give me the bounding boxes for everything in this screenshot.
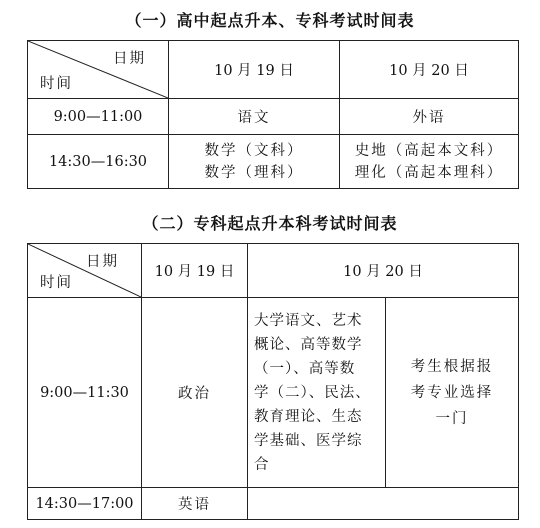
subject-cell: 英语	[142, 488, 248, 520]
table1-col-header-oct20: 10 月 20 日	[340, 41, 519, 99]
note-cell	[386, 298, 519, 488]
subject-line: 史地（高起本文科）	[354, 142, 504, 159]
exam-schedule-table-1	[27, 40, 519, 189]
subject-line: 教育理论、生态	[254, 408, 363, 425]
table2-col-header-oct19: 10 月 19 日	[142, 244, 248, 298]
subject-cell	[169, 135, 340, 189]
table1-col-header-oct19: 10 月 19 日	[169, 41, 340, 99]
note-line: 一门	[435, 410, 469, 427]
subject-line: 数学（文科）	[204, 142, 304, 159]
table-row	[28, 135, 519, 189]
subject-cell: 外语	[340, 99, 519, 135]
subject-line: （一）、高等数	[254, 360, 356, 377]
table2-title: （二）专科起点升本科考试时间表	[142, 214, 398, 233]
subject-line: 理化（高起本理科）	[354, 164, 504, 181]
time-cell: 9:00—11:30	[28, 298, 142, 488]
subject-line: 合	[254, 456, 270, 473]
table-row	[28, 298, 519, 488]
subject-line: 学（二）、民法、	[254, 384, 371, 401]
subject-cell	[340, 135, 519, 189]
table1-corner-cell	[28, 41, 169, 99]
subject-cell	[248, 488, 519, 520]
time-label: 时间	[40, 76, 73, 92]
date-label: 日期	[113, 51, 146, 67]
time-cell: 14:30—16:30	[28, 135, 169, 189]
time-cell: 9:00—11:00	[28, 99, 169, 135]
time-cell: 14:30—17:00	[28, 488, 142, 520]
table1-header-row	[28, 41, 519, 99]
subject-line: 数学（理科）	[204, 164, 304, 181]
subject-cell: 语文	[169, 99, 340, 135]
subject-line: 学基础、医学综	[254, 432, 363, 449]
note-line: 考专业选择	[410, 384, 494, 401]
date-label: 日期	[86, 254, 119, 270]
table2-col-header-oct20: 10 月 20 日	[248, 244, 519, 298]
exam-schedule-table-2	[27, 243, 519, 520]
table-row	[28, 488, 519, 520]
note-line: 考生根据报	[410, 358, 494, 375]
subject-line: 概论、高等数学	[254, 336, 363, 353]
table2-header-row	[28, 244, 519, 298]
subject-cell: 政治	[142, 298, 248, 488]
table1-title: （一）高中起点升本、专科考试时间表	[125, 11, 415, 30]
subject-cell	[248, 298, 386, 488]
subject-line: 大学语文、艺术	[254, 312, 363, 329]
table2-corner-cell	[28, 244, 142, 298]
time-label: 时间	[40, 275, 73, 291]
table-row	[28, 99, 519, 135]
